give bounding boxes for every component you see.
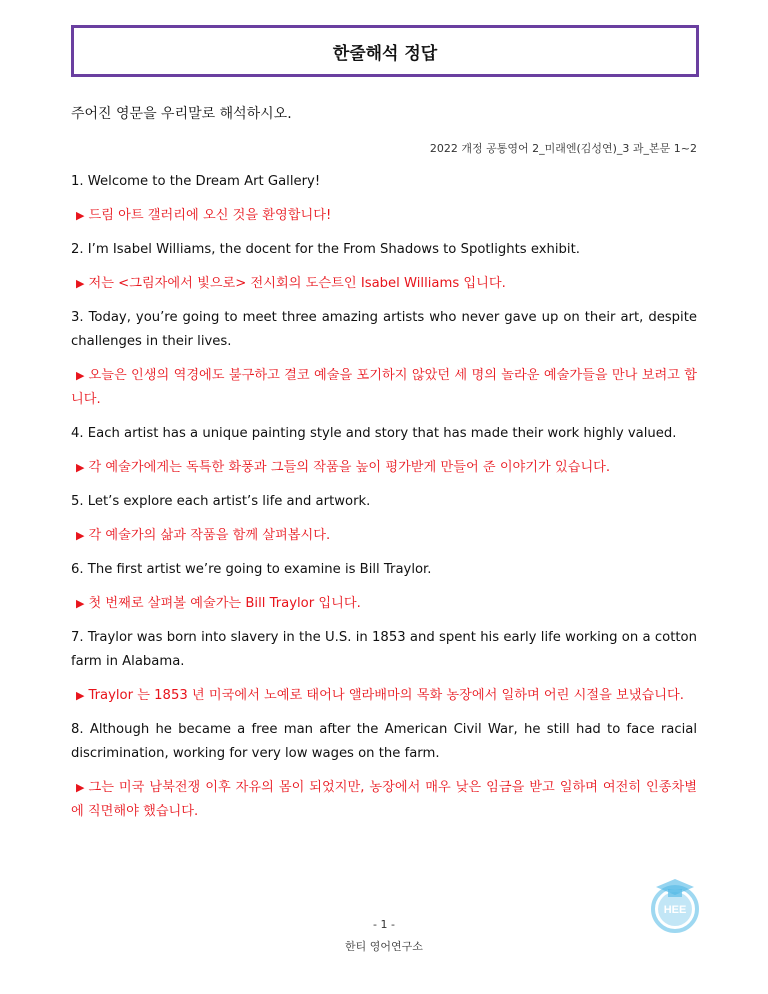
korean-answer-text: 각 예술가의 삶과 작품을 함께 살펴봅시다. [88,528,331,543]
play-arrow-icon: ▶ [76,689,85,702]
korean-answer [71,272,697,296]
title-box [71,25,699,77]
korean-answer-text: Traylor 는 1853 년 미국에서 노예로 태어나 앨라배마의 목화 농장에서 일하며 어린 시절을 보냈습니다. [88,688,684,703]
instruction: 주어진 영문을 우리말로 해석하시오. [71,106,292,122]
list-item [71,718,697,824]
korean-answer-text: 오늘은 인생의 역경에도 불구하고 결코 예술을 포기하지 않았던 세 명의 놀라운 예술가들을 만나 보려고 합니다. [71,368,697,407]
english-sentence: 4. Each artist has a unique painting style and story that has made their work highly valued. [71,426,677,441]
page-title: 한줄해석 정답 [332,43,438,64]
play-arrow-icon: ▶ [76,369,85,382]
korean-answer-text: 드림 아트 갤러리에 오신 것을 환영합니다! [88,208,332,223]
page-number: - 1 - [373,918,395,931]
korean-answer-text: 그는 미국 남북전쟁 이후 자유의 몸이 되었지만, 농장에서 매우 낮은 임금을 받고 일하며 여전히 인종차별에 직면해야 했습니다. [71,780,697,819]
play-arrow-icon: ▶ [76,461,85,474]
play-arrow-icon: ▶ [76,529,85,542]
list-item [71,306,697,412]
play-arrow-icon: ▶ [76,597,85,610]
korean-answer [71,524,697,548]
list-item [71,238,697,296]
korean-answer-text: 각 예술가에게는 독특한 화풍과 그들의 작품을 높이 평가받게 만들어 준 이야기가 있습니다. [88,460,611,475]
list-item [71,422,697,480]
play-arrow-icon: ▶ [76,781,85,794]
question-list [71,170,697,834]
korean-answer [71,204,697,228]
korean-answer [71,456,697,480]
list-item [71,626,697,708]
korean-answer [71,684,697,708]
list-item [71,170,697,228]
play-arrow-icon: ▶ [76,209,85,222]
korean-answer [71,592,697,616]
logo-text: HEE [663,904,687,916]
english-sentence: 3. Today, you’re going to meet three amazing artists who never gave up on their art, despite challenges in their lives. [71,310,697,349]
footer-org: 한티 영어연구소 [345,940,423,953]
korean-answer [71,364,697,412]
english-sentence: 7. Traylor was born into slavery in the U.S. in 1853 and spent his early life working on a cotton farm in Alabama. [71,630,697,669]
english-sentence: 2. I’m Isabel Williams, the docent for the From Shadows to Spotlights exhibit. [71,242,580,257]
english-sentence: 8. Although he became a free man after the American Civil War, he still had to face racial discrimination, working for very low wages on the farm. [71,722,697,761]
list-item [71,558,697,616]
source-line: 2022 개정 공통영어 2_미래엔(김성연)_3 과_본문 1~2 [429,142,697,155]
play-arrow-icon: ▶ [76,277,85,290]
korean-answer-text: 첫 번째로 살펴볼 예술가는 Bill Traylor 입니다. [88,596,361,611]
english-sentence: 5. Let’s explore each artist’s life and artwork. [71,494,371,509]
english-sentence: 6. The first artist we’re going to examine is Bill Traylor. [71,562,432,577]
korean-answer-text: 저는 <그림자에서 빛으로> 전시회의 도슨트인 Isabel Williams 입니다. [88,276,506,291]
english-sentence: 1. Welcome to the Dream Art Gallery! [71,174,321,189]
list-item [71,490,697,548]
korean-answer [71,776,697,824]
